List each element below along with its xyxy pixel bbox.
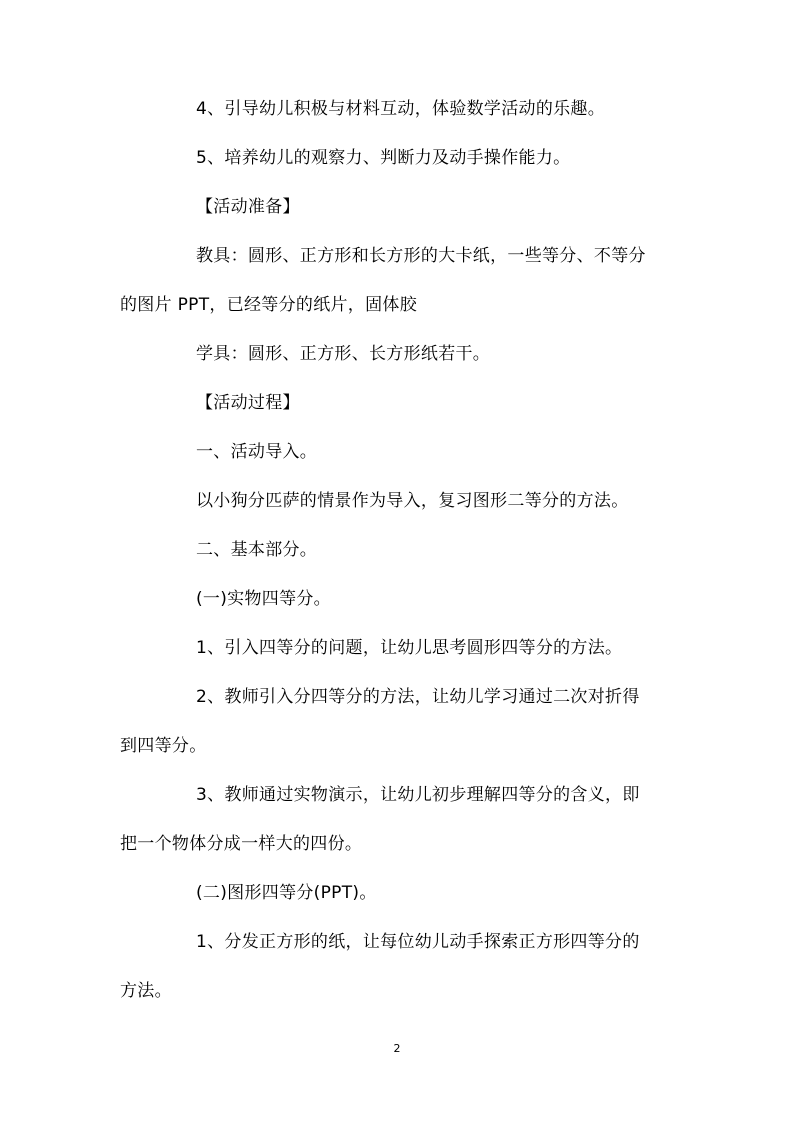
step-3-text-line-2: 把一个物体分成一样大的四份。 xyxy=(120,834,363,854)
sub2-step-1-line-2: 方法。 xyxy=(120,981,172,1001)
part-2-heading: 二、基本部分。 xyxy=(196,540,318,560)
step-1-text: 1、引入四等分的问题，让幼儿思考圆形四等分的方法。 xyxy=(196,638,623,658)
step-2-text-line-2: 到四等分。 xyxy=(120,736,207,756)
section-heading-process: 【活动过程】 xyxy=(196,393,300,413)
learning-aids: 学具：圆形、正方形、长方形纸若干。 xyxy=(196,344,491,364)
objective-5: 5、培养幼儿的观察力、判断力及动手操作能力。 xyxy=(196,148,571,168)
part-1-heading: 一、活动导入。 xyxy=(196,442,318,462)
subsection-2-heading: (二)图形四等分(PPT)。 xyxy=(196,883,377,903)
objective-4: 4、引导幼儿积极与材料互动，体验数学活动的乐趣。 xyxy=(196,99,606,119)
section-heading-preparation: 【活动准备】 xyxy=(196,197,300,217)
subsection-1-heading: (一)实物四等分。 xyxy=(196,589,331,609)
sub2-step-1-line-1: 1、分发正方形的纸，让每位幼儿动手探索正方形四等分的 xyxy=(196,932,640,952)
teaching-aids-line-1: 教具：圆形、正方形和长方形的大卡纸，一些等分、不等分 xyxy=(196,246,646,266)
page-number: 2 xyxy=(393,1042,401,1055)
part-1-text: 以小狗分匹萨的情景作为导入，复习图形二等分的方法。 xyxy=(196,491,629,511)
step-2-text-line-1: 2、教师引入分四等分的方法，让幼儿学习通过二次对折得 xyxy=(196,687,640,707)
step-3-text-line-1: 3、教师通过实物演示，让幼儿初步理解四等分的含义，即 xyxy=(196,785,640,805)
teaching-aids-line-2: 的图片 PPT，已经等分的纸片，固体胶 xyxy=(120,295,417,315)
